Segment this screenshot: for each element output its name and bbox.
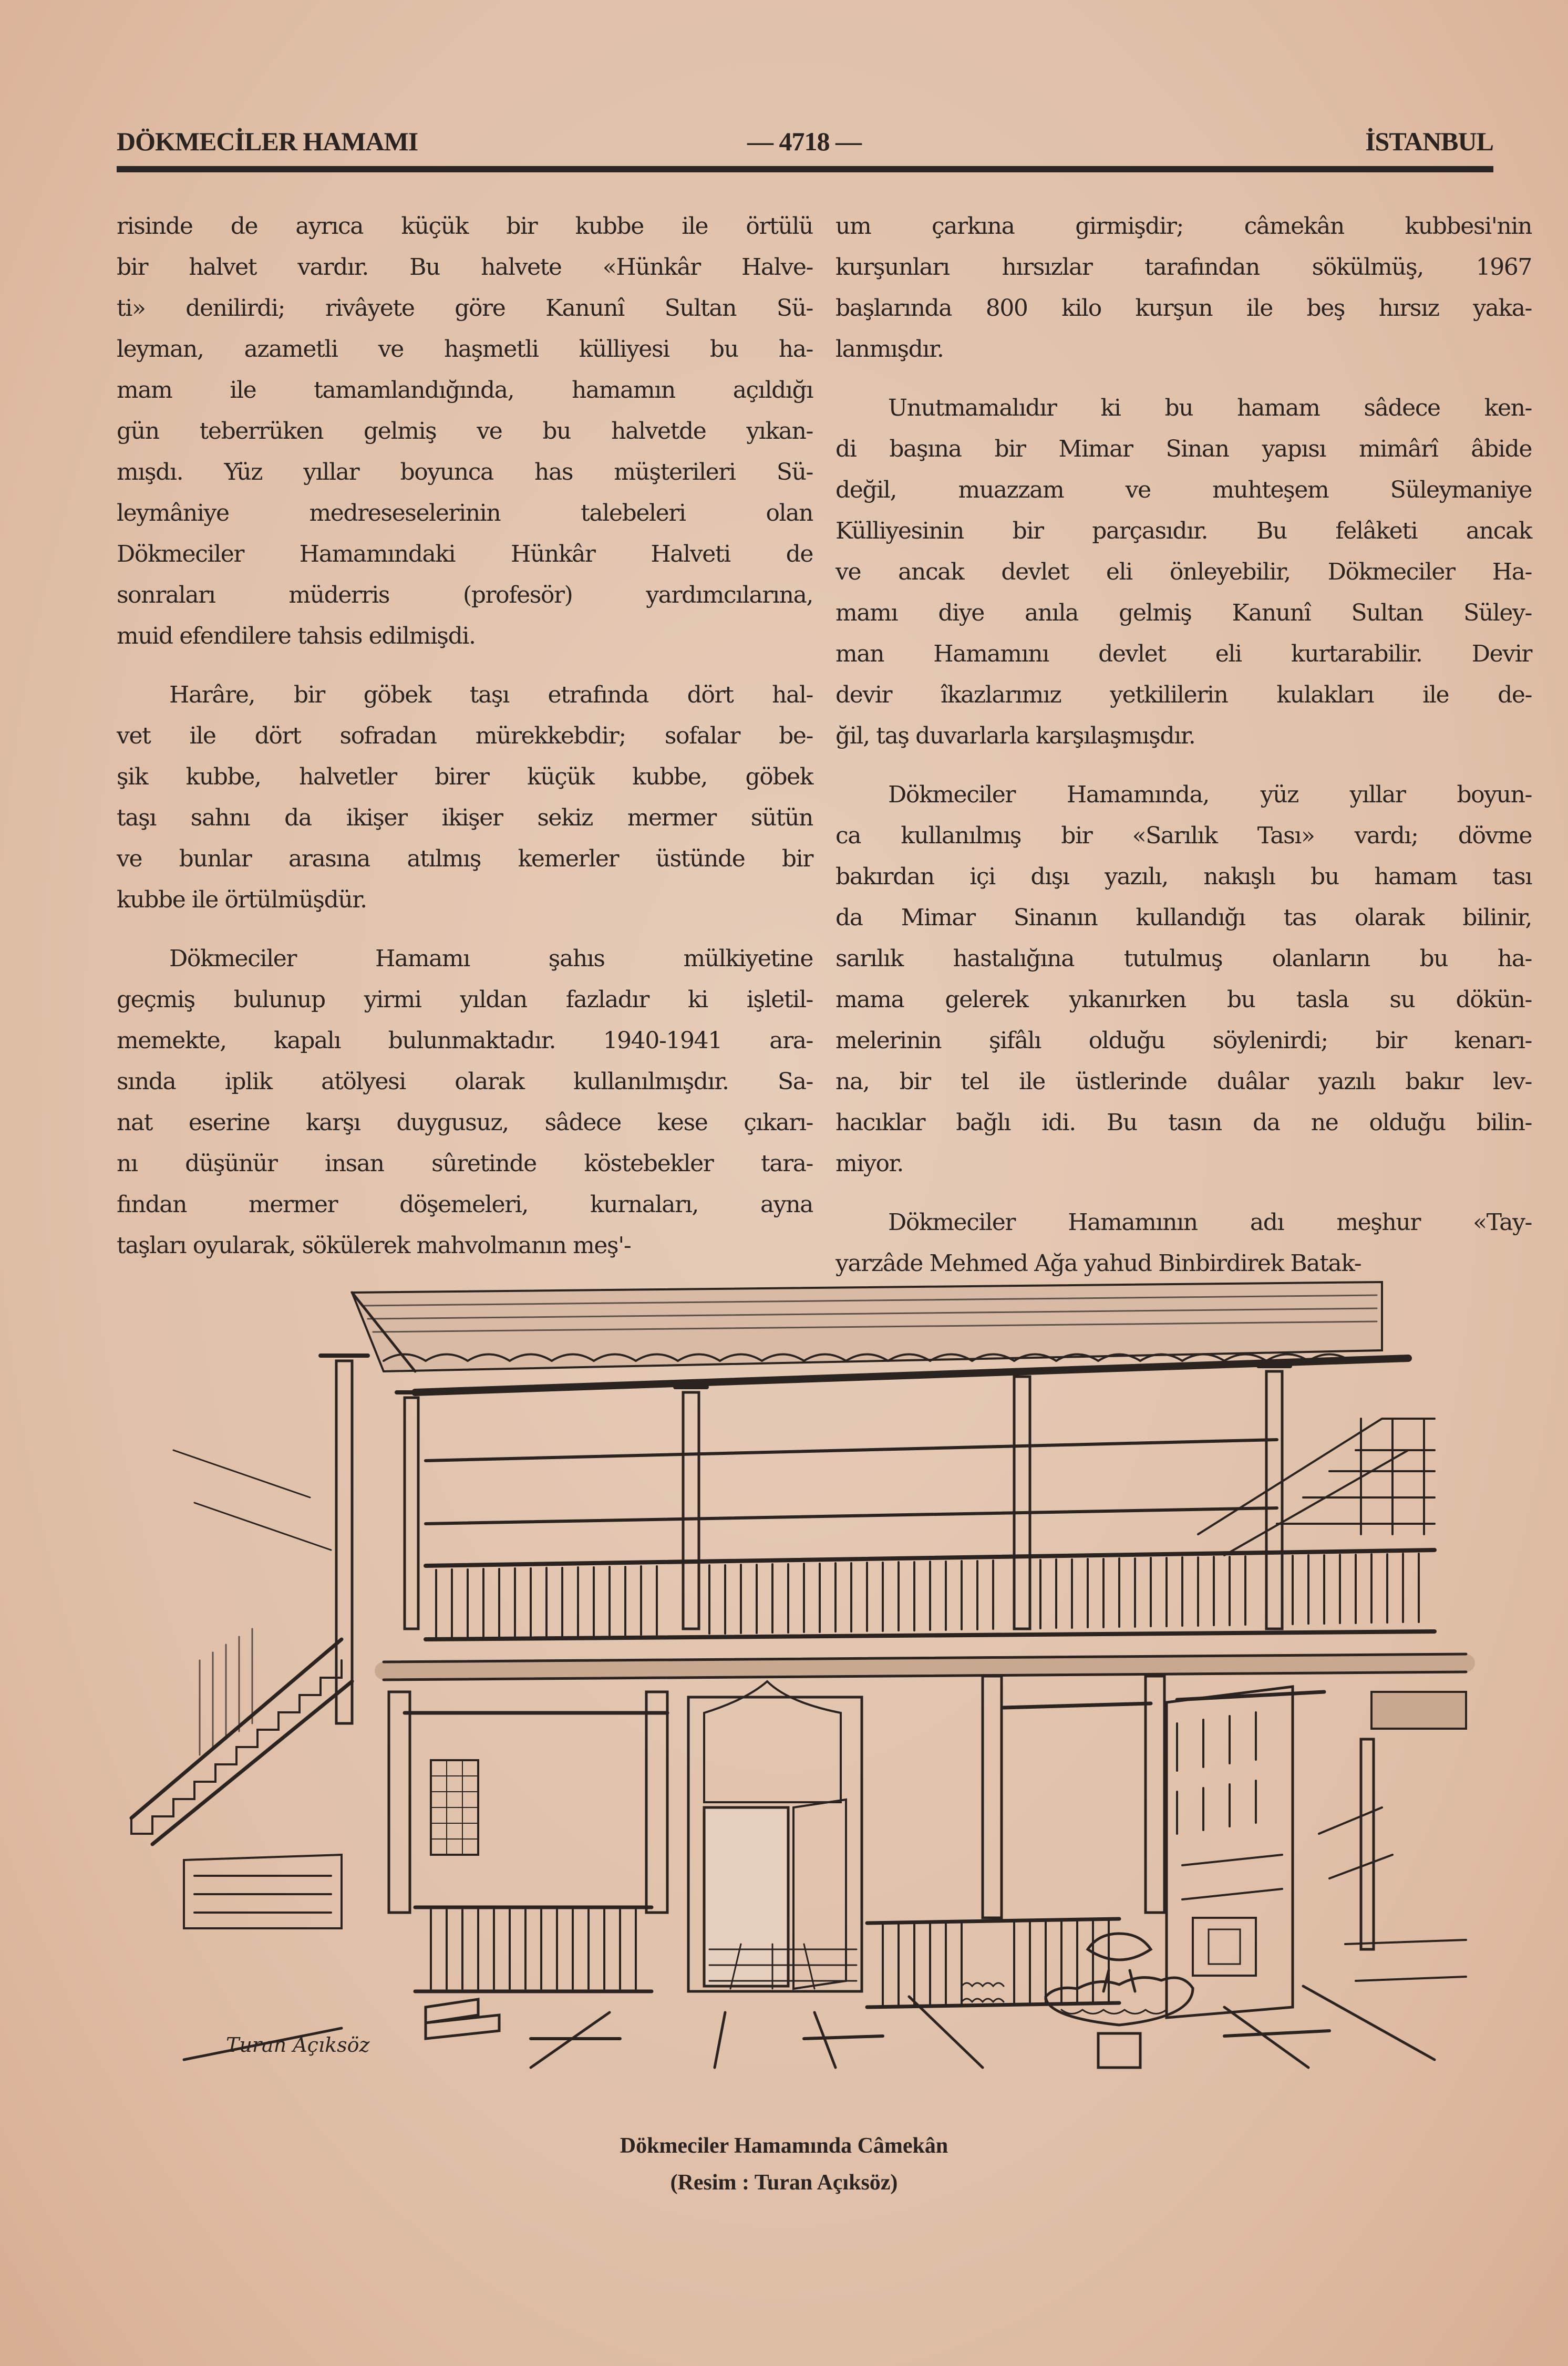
paragraph-gap bbox=[117, 921, 813, 938]
text-line: şik kubbe, halvetler birer küçük kubbe, göbek bbox=[117, 763, 813, 790]
central-doorway bbox=[688, 1681, 862, 1991]
camekan-illustration bbox=[121, 1251, 1466, 2070]
text-line: risinde de ayrıca küçük bir kubbe ile örtülü bbox=[117, 213, 813, 240]
ground-floor-frame bbox=[384, 1654, 1466, 1918]
text-line: di başına bir Mimar Sinan yapısı mimârî âbide bbox=[835, 436, 1532, 462]
small-steps bbox=[426, 1999, 499, 2039]
text-line: muid efendilere tahsis edilmişdi. bbox=[117, 623, 476, 649]
text-line: man Hamamını devlet eli kurtarabilir. Devir bbox=[835, 640, 1532, 667]
text-line: lanmışdır. bbox=[835, 336, 944, 363]
text-line: Dökmeciler Hamamının adı meşhur «Tay- bbox=[888, 1209, 1532, 1236]
text-line: kurşunları hırsızlar tarafından sökülmüş, 1967 bbox=[835, 254, 1532, 281]
text-line: leymâniye medreseselerinin talebeleri olan bbox=[117, 500, 813, 526]
left-window bbox=[431, 1760, 478, 1855]
left-column bbox=[117, 206, 813, 1266]
text-line: taşı sahnı da ikişer ikişer sekiz mermer sütün bbox=[117, 804, 813, 831]
text-line: bakırdan içi dışı yazılı, nakışlı bu hamam tası bbox=[835, 863, 1532, 890]
text-line: ca kullanılmış bir «Sarılık Tası» vardı; dövme bbox=[835, 822, 1532, 849]
text-line: sında iplik atölyesi olarak kullanılmışdır. Sa- bbox=[117, 1068, 813, 1095]
upper-right-stair bbox=[1198, 1419, 1435, 1555]
text-line: ti» denilirdi; rivâyete göre Kanunî Sultan Sü- bbox=[117, 295, 813, 322]
text-line: Dökmeciler Hamamı şahıs mülkiyetine bbox=[169, 945, 813, 972]
text-line: melerinin şifâlı olduğu söylenirdi; bir kenarı- bbox=[835, 1027, 1532, 1054]
text-line: memekte, kapalı bulunmaktadır. 1940-1941 ara- bbox=[117, 1027, 813, 1054]
figure-credit: (Resim : Turan Açıksöz) bbox=[670, 2171, 898, 2195]
lower-balustrade-right bbox=[867, 1919, 1119, 2007]
text-line: geçmiş bulunup yirmi yıldan fazladır ki işletil- bbox=[117, 986, 813, 1013]
running-header bbox=[117, 126, 1493, 158]
text-line: da Mimar Sinanın kullandığı tas olarak bilinir, bbox=[835, 904, 1532, 931]
text-line: Dökmeciler Hamamında, yüz yıllar boyun- bbox=[888, 781, 1532, 808]
text-line: vet ile dört sofradan mürekkebdir; sofalar be- bbox=[117, 722, 813, 749]
text-line: devir îkazlarımız yetkililerin kulakları ile de- bbox=[835, 681, 1532, 708]
paragraph bbox=[117, 938, 813, 1266]
text-line: na, bir tel ile üstlerinde duâlar yazılı bakır lev- bbox=[835, 1068, 1532, 1095]
text-line: bir halvet vardır. Bu halvete «Hünkâr Halve- bbox=[117, 254, 813, 281]
text-line: mam ile tamamlandığında, hamamın açıldığı bbox=[117, 377, 813, 404]
paragraph bbox=[835, 206, 1532, 370]
right-lower-stair bbox=[1319, 1692, 1466, 1981]
header-title: DÖKMECİLER HAMAMI bbox=[117, 127, 418, 156]
text-line: Dökmeciler Hamamındaki Hünkâr Halveti de bbox=[117, 541, 813, 567]
text-line: sonraları müderris (profesör) yardımcılarına, bbox=[117, 582, 813, 608]
text-line: nat eserine karşı duygusuz, sâdece kese çıkarı- bbox=[117, 1109, 813, 1136]
header-rule bbox=[117, 166, 1493, 172]
left-staircase bbox=[131, 1450, 352, 1928]
text-line: Külliyesinin bir parçasıdır. Bu felâketi ancak bbox=[835, 518, 1532, 544]
figure-caption: Dökmeciler Hamamında Câmekân bbox=[620, 2134, 948, 2158]
text-line: hacıklar bağlı idi. Bu tasın da ne olduğu bilin- bbox=[835, 1109, 1532, 1136]
text-line: Harâre, bir göbek taşı etrafında dört hal- bbox=[169, 681, 813, 708]
text-line: leyman, azametli ve haşmetli külliyesi bu ha- bbox=[117, 336, 813, 363]
header-city: İSTANBUL bbox=[1365, 127, 1493, 156]
rear-right-wall bbox=[1167, 1687, 1293, 2018]
right-column bbox=[835, 206, 1532, 1284]
text-line: ve ancak devlet eli önleyebilir, Dökmeciler Ha- bbox=[835, 559, 1532, 585]
paragraph-gap bbox=[835, 757, 1532, 774]
paragraph bbox=[117, 206, 813, 657]
paragraph bbox=[117, 675, 813, 921]
text-line: ve bunlar arasına atılmış kemerler üstünde bir bbox=[117, 845, 813, 872]
artist-signature: Turan Açıksöz bbox=[226, 2033, 370, 2057]
text-line: mışdı. Yüz yıllar boyunca has müşterileri Sü- bbox=[117, 459, 813, 485]
text-line: miyor. bbox=[835, 1150, 903, 1177]
text-line: başlarında 800 kilo kurşun ile beş hırsız yaka- bbox=[835, 295, 1532, 322]
paragraph bbox=[835, 388, 1532, 757]
text-line: taşları oyularak, sökülerek mahvolmanın meş'- bbox=[117, 1232, 631, 1259]
paragraph-gap bbox=[117, 657, 813, 675]
floor-slabs bbox=[184, 1986, 1435, 2068]
text-line: Unutmamalıdır ki bu hamam sâdece ken- bbox=[888, 395, 1532, 421]
text-line: mamı diye anıla gelmiş Kanunî Sultan Süley- bbox=[835, 600, 1532, 626]
paragraph-gap bbox=[835, 1184, 1532, 1202]
text-line: değil, muazzam ve muhteşem Süleymaniye bbox=[835, 477, 1532, 503]
paragraph bbox=[835, 774, 1532, 1184]
text-line: sarılık hastalığına tutulmuş olanların bu ha- bbox=[835, 945, 1532, 972]
text-line: kubbe ile örtülmüşdür. bbox=[117, 886, 367, 913]
text-line: ğil, taş duvarlarla karşılaşmışdır. bbox=[835, 722, 1195, 749]
lower-balustrade-left bbox=[415, 1907, 652, 1991]
text-line: nı düşünür insan sûretinde köstebekler tara- bbox=[117, 1150, 813, 1177]
text-line: yarzâde Mehmed Ağa yahud Binbirdirek Batak- bbox=[835, 1250, 1361, 1277]
text-line: um çarkına girmişdir; câmekân kubbesi'nin bbox=[835, 213, 1532, 240]
page-number: — 4718 — bbox=[747, 127, 861, 156]
roof-eave bbox=[352, 1282, 1408, 1392]
text-line: fından mermer döşemeleri, kurnaları, ayna bbox=[117, 1191, 813, 1218]
text-line: gün teberrüken gelmiş ve bu halvetde yıkan- bbox=[117, 418, 813, 445]
text-line: mama gelerek yıkanırken bu tasla su dökün- bbox=[835, 986, 1532, 1013]
paragraph-gap bbox=[835, 370, 1532, 388]
